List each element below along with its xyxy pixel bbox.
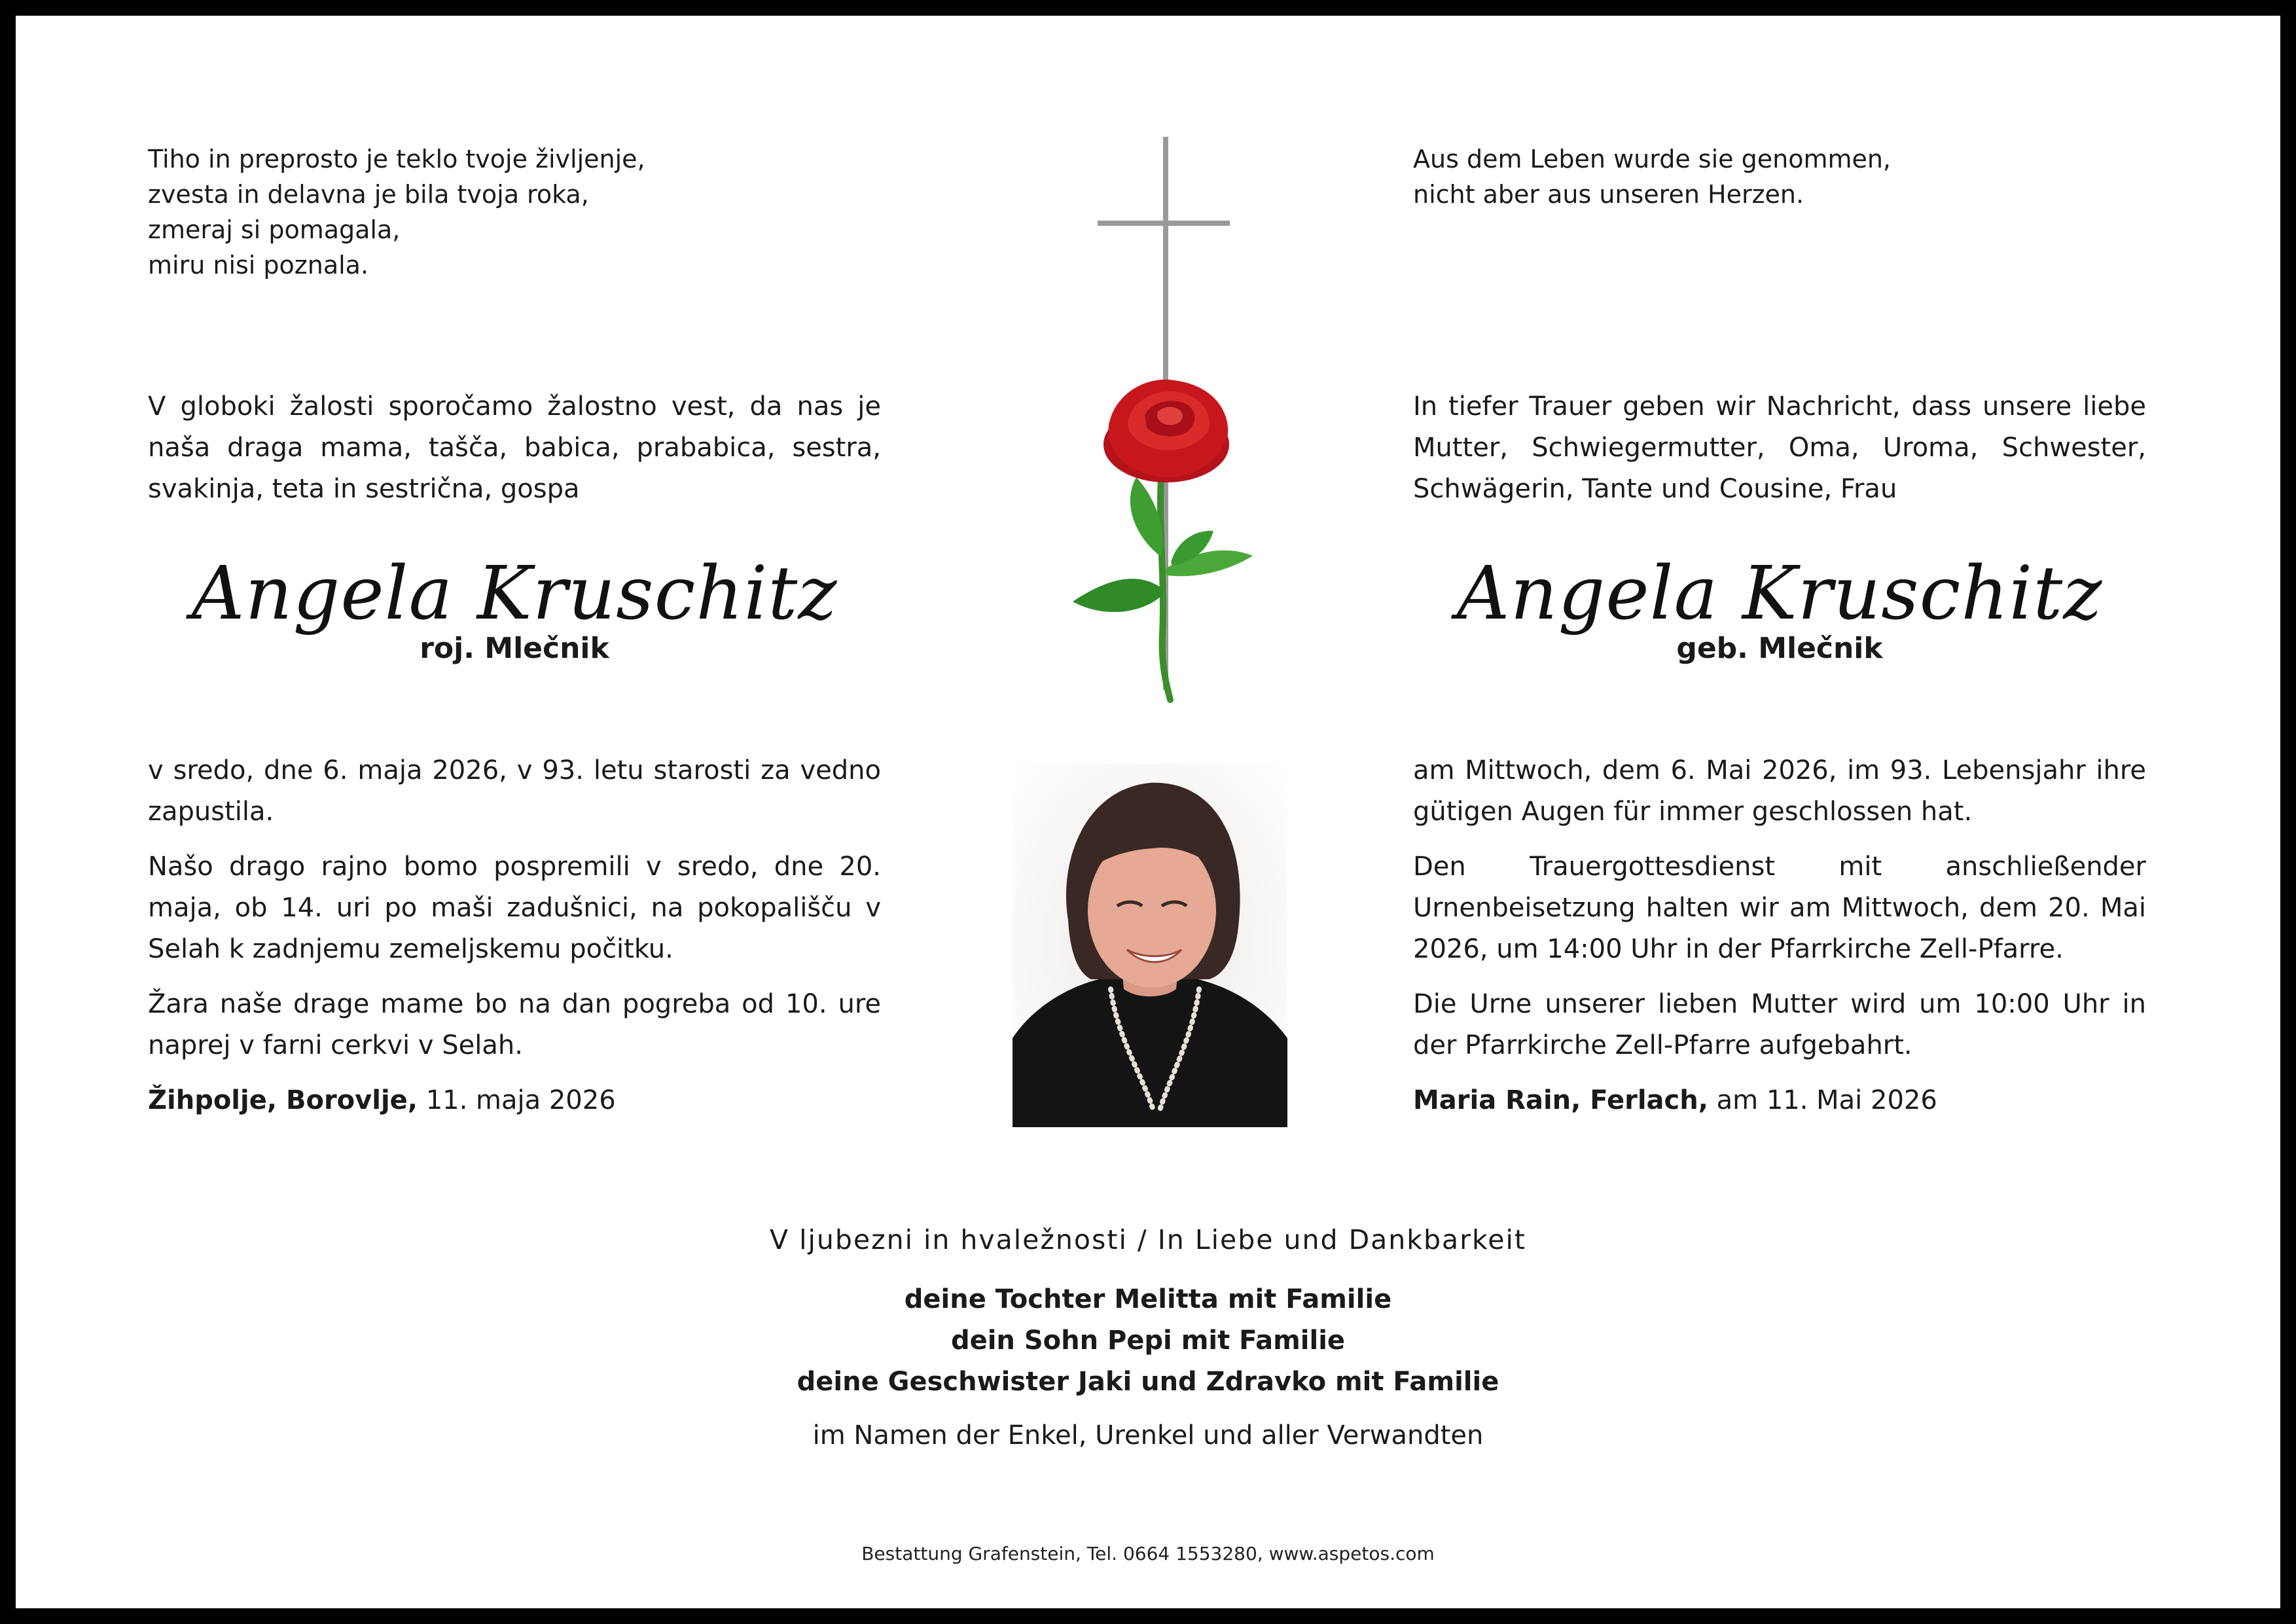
deceased-name: Angela Kruschitz [191, 551, 838, 636]
rose-icon [1073, 380, 1253, 700]
funeral-home-footer: Bestattung Grafenstein, Tel. 0664 1553280, www.aspetos.com [861, 1543, 1435, 1564]
poem-line: zmeraj si pomagala, [148, 215, 401, 244]
family-list [16, 1279, 2280, 1403]
german-column [1413, 16, 2146, 1161]
funeral-paragraph: Den Trauergottesdienst mit anschließender Urnenbeisetzung halten wir am Mittwoch, dem 20. Mai 2026, um 14:00 Uhr in der Pfarrkirche Zell-Pfarre. [1413, 852, 2146, 964]
slovenian-column [148, 16, 881, 1161]
death-paragraph: am Mittwoch, dem 6. Mai 2026, im 93. Lebensjahr ihre gütigen Augen für immer geschlossen hat. [1413, 755, 2146, 827]
poem-line: miru nisi poznala. [148, 251, 369, 280]
family-member: dein Sohn Pepi mit Familie [950, 1326, 1346, 1356]
cross-and-rose [1037, 137, 1325, 726]
place: Maria Rain, Ferlach, [1413, 1085, 1708, 1115]
poem-line: Aus dem Leben wurde sie genommen, [1413, 145, 1892, 173]
family-member: deine Tochter Melitta mit Familie [904, 1284, 1392, 1314]
relatives-line: im Namen der Enkel, Urenkel und aller Verwandten [812, 1420, 1484, 1451]
urn-paragraph: Die Urne unserer lieben Mutter wird um 10:00 Uhr in der Pfarrkirche Zell-Pfarre aufgebahrt. [1413, 989, 2146, 1060]
poem-line: Tiho in preprosto je teklo tvoje življenje, [148, 145, 645, 173]
slovenian-name-block [148, 551, 881, 665]
german-intro: In tiefer Trauer geben wir Nachricht, dass unsere liebe Mutter, Schwiegermutter, Oma, Uroma, Schwester, Schwägerin, Tante und Cousine, Frau [1413, 391, 2146, 504]
german-name-block [1413, 551, 2146, 665]
poem-line: zvesta in delavna je bila tvoja roka, [148, 180, 589, 209]
place: Žihpolje, Borovlje, [148, 1085, 418, 1115]
slovenian-details [148, 750, 881, 1135]
poem-line: nicht aber aus unseren Herzen. [1413, 180, 1804, 209]
slovenian-poem [148, 141, 645, 283]
thanks-line: V ljubezni in hvaležnosti / In Liebe und Dankbarkeit [769, 1224, 1526, 1255]
date: am 11. Mai 2026 [1708, 1085, 1937, 1115]
deceased-name: Angela Kruschitz [1456, 551, 2103, 636]
portrait-photo [1013, 763, 1287, 1127]
date: 11. maja 2026 [417, 1085, 616, 1115]
family-member: deine Geschwister Jaki und Zdravko mit Familie [797, 1367, 1499, 1397]
funeral-paragraph: Našo drago rajno bomo pospremili v sredo, dne 20. maja, ob 14. uri po maši zadušnici, na pokopališču v Selah k zadnjemu zemeljskemu počitku. [148, 852, 881, 964]
slovenian-intro: V globoki žalosti sporočamo žalostno vest, da nas je naša draga mama, tašča, babica, prababica, sestra, svakinja, teta in sestrična, gospa [148, 391, 881, 504]
maiden-name: geb. Mlečnik [1676, 632, 1883, 665]
place-date [1413, 1080, 2146, 1121]
urn-paragraph: Žara naše drage mame bo na dan pogreba od 10. ure naprej v farni cerkvi v Selah. [148, 989, 881, 1060]
maiden-name: roj. Mlečnik [420, 632, 609, 665]
german-details [1413, 750, 2146, 1135]
german-poem [1413, 141, 1891, 212]
death-paragraph: v sredo, dne 6. maja 2026, v 93. letu starosti za vedno zapustila. [148, 755, 881, 827]
place-date [148, 1080, 881, 1121]
